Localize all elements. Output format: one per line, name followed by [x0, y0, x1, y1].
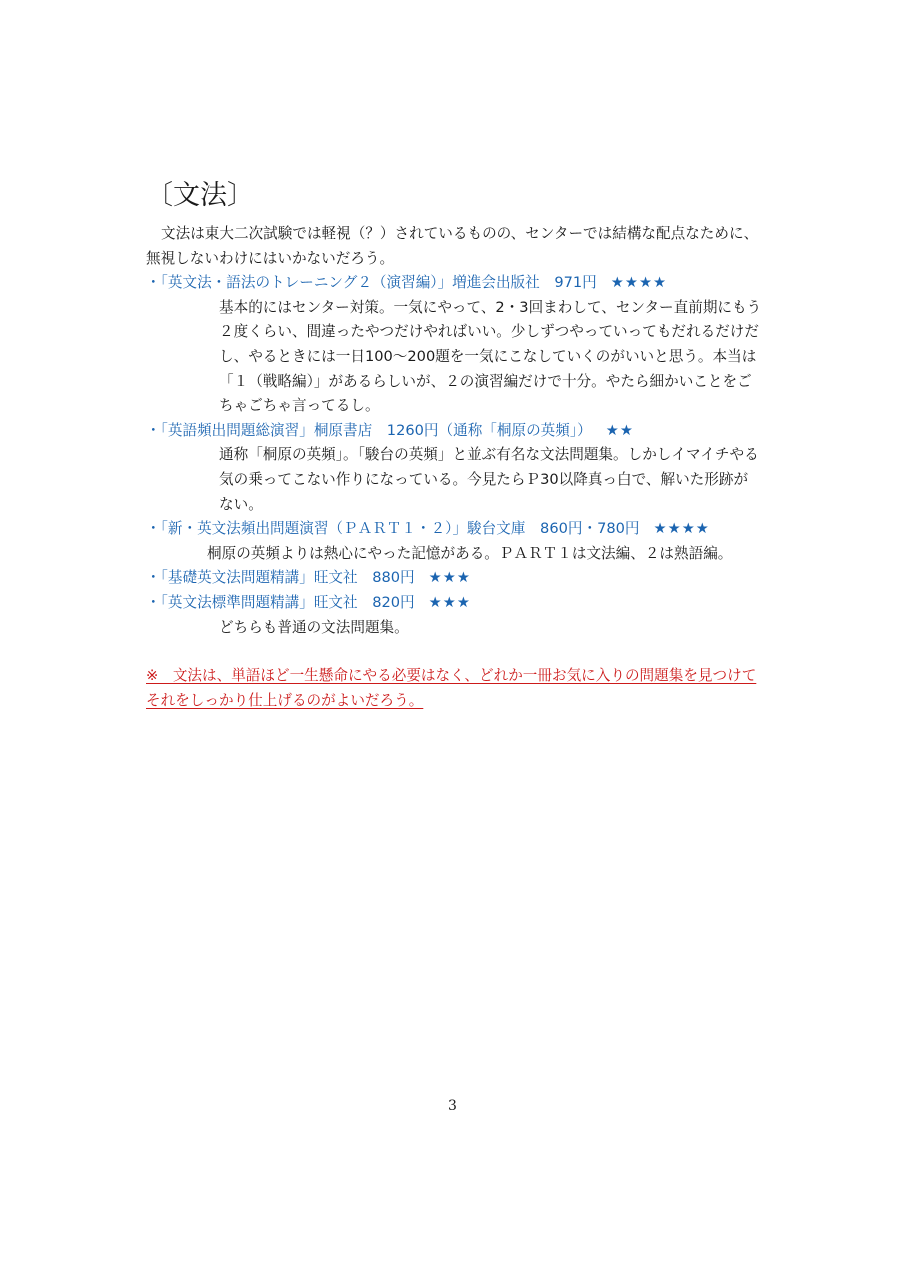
book-note-3: 桐原の英頻よりは熱心にやった記憶がある。ＰＡＲＴ１は文法編、２は熟語編。 — [207, 544, 733, 562]
book-entry-2 — [146, 419, 762, 444]
book-entry-4 — [146, 566, 762, 591]
book-title: ・「英語頻出問題総演習」桐原書店 1260円（通称「桐原の英頻」） — [146, 421, 592, 439]
book-entry-3 — [146, 517, 762, 542]
book-title: ・「新・英文法頻出問題演習（ＰＡＲＴ１・２）」駿台文庫 860円・780円 — [146, 520, 640, 538]
page-number: 3 — [448, 1098, 457, 1114]
book-title: ・「基礎英文法問題精講」旺文社 880円 — [146, 569, 415, 587]
book-title: ・「英文法・語法のトレーニング２（演習編）」増進会出版社 971円 — [146, 274, 597, 292]
book-note-5: どちらも普通の文法問題集。 — [219, 618, 409, 636]
intro-paragraph: 文法は東大二次試験では軽視（？）されているものの、センターでは結構な配点なために、無視しないわけにはいかないだろう。 — [146, 225, 759, 267]
book-note-2: 通称「桐原の英頻」。「駿台の英頻」と並ぶ有名な文法問題集。しかしイマイチやる気の乗ってこない作りになっている。今見たらＰ30以降真っ白で、解いた形跡がない。 — [219, 446, 759, 513]
section-heading: 〔文法〕 — [146, 180, 254, 211]
warning-note: ※ 文法は、単語ほど一生懸命にやる必要はなく、どれか一冊お気に入りの問題集を見つけてそれをしっかり仕上げるのがよいだろう。 — [146, 667, 757, 709]
book-note-1: 基本的にはセンター対策。一気にやって、2・3回まわして、センター直前期にもう２度くらい、間違ったやつだけやればいい。少しずつやっていってもだれるだけだし、やるときには一日100～200題を一気にこなしていくのがいいと思う。本当は「１（戦略編）」があるらしいが、２の演習編だけで十分。やたら細かいことをごちゃごちゃ言ってるし。 — [219, 298, 762, 415]
rating-stars: ★★★★ — [610, 274, 668, 292]
rating-stars: ★★★ — [428, 593, 471, 611]
rating-stars: ★★★ — [428, 569, 471, 587]
rating-stars: ★★★★ — [653, 520, 710, 538]
book-entry-5 — [146, 591, 762, 616]
section-content — [146, 222, 762, 713]
rating-stars: ★★ — [605, 421, 634, 439]
book-title: ・「英文法標準問題精講」旺文社 820円 — [146, 593, 415, 611]
book-entry-1 — [146, 271, 762, 296]
